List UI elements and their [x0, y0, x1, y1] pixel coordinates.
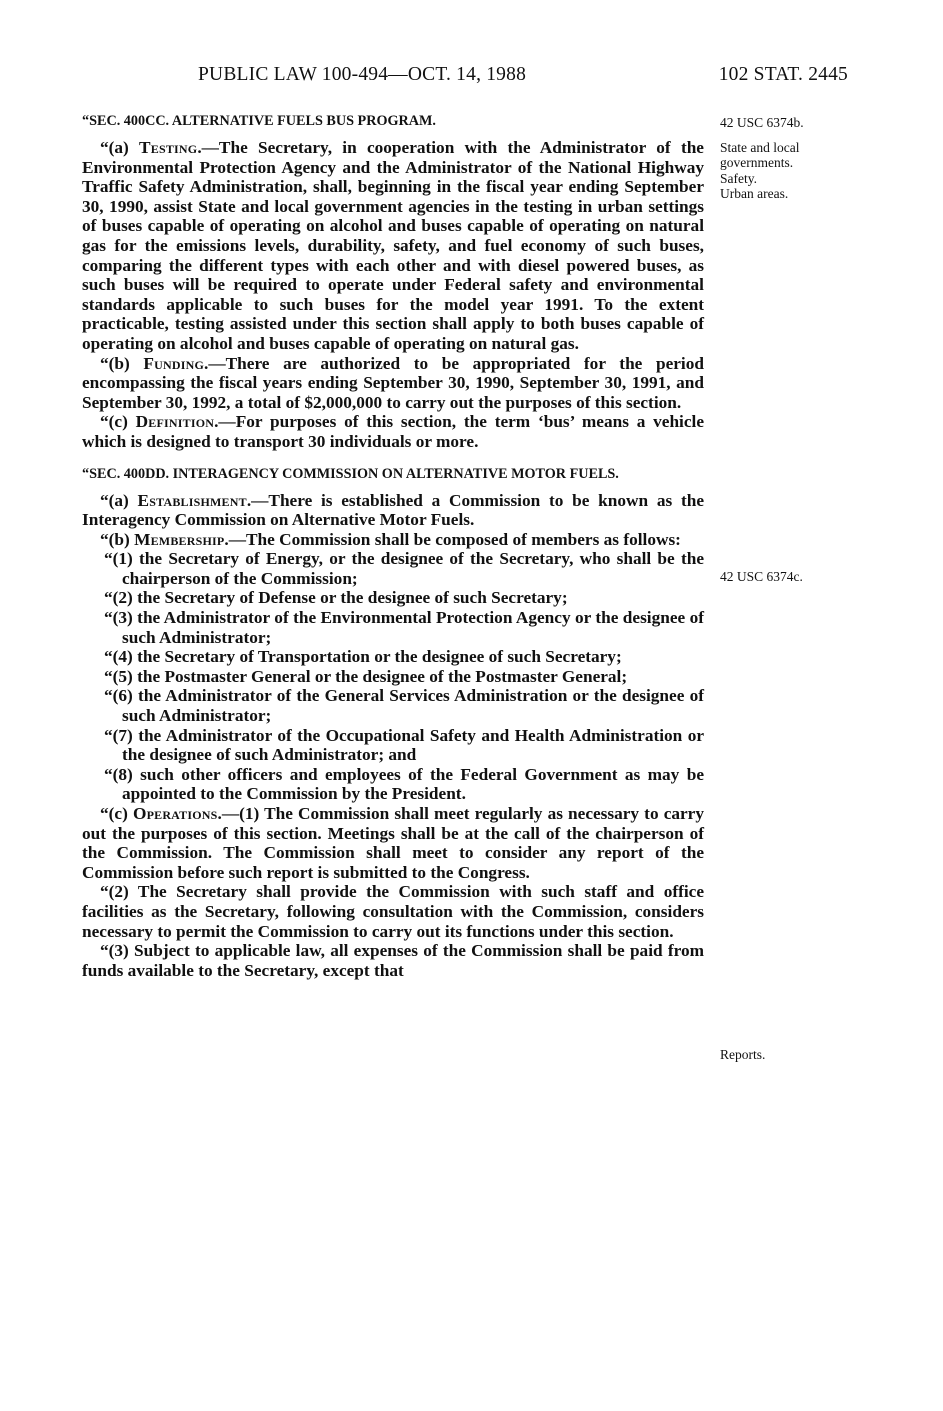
margin-note-usc-6374b: 42 USC 6374b.: [720, 115, 804, 130]
paragraph-funding: [82, 354, 704, 413]
paragraph-testing: [82, 138, 704, 354]
paragraph-label: Establishment: [137, 490, 247, 510]
paragraph-label: Operations: [132, 804, 218, 823]
section-400dd-heading: “SEC. 400DD. INTERAGENCY COMMISSION ON ALTERNATIVE MOTOR FUELS.: [82, 465, 619, 482]
member-item: “(5) the Postmaster General or the designee of the Postmaster General;: [104, 666, 628, 686]
member-item: “(4) the Secretary of Transportation or the designee of such Secretary;: [104, 647, 622, 667]
paragraph-label: Membership: [134, 529, 225, 549]
member-item: “(7) the Administrator of the Occupational Safety and Health Administration or the designee of such Administrator; and: [104, 725, 704, 765]
section-400cc-heading: “SEC. 400CC. ALTERNATIVE FUELS BUS PROGRAM.: [82, 113, 436, 129]
running-head: [82, 64, 848, 90]
member-item: “(1) the Secretary of Energy, or the designee of the Secretary, who shall be the chairperson of the Commission;: [104, 549, 704, 588]
margin-note-state-local: State and local governments.: [720, 140, 800, 170]
paragraph-number: “(b): [100, 353, 144, 373]
paragraph-operations: [82, 804, 704, 882]
paragraph-text: .—The Commission shall be composed of members as follows:: [224, 529, 681, 549]
margin-note-usc-6374c: 42 USC 6374c.: [720, 569, 803, 584]
page-header-stat: 102 STAT. 2445: [718, 64, 848, 85]
margin-note-urban-areas: Urban areas.: [720, 186, 789, 201]
paragraph-number: “(b): [100, 529, 135, 549]
paragraph-number: “(a): [100, 490, 138, 510]
paragraph-operations-3: “(3) Subject to applicable law, all expenses of the Commission shall be paid from funds available to the Secretary, except that: [82, 941, 704, 980]
member-item: “(2) the Secretary of Defense or the designee of such Secretary;: [104, 588, 568, 608]
member-item: “(3) the Administrator of the Environmental Protection Agency or the designee of such Administrator;: [104, 608, 704, 647]
paragraph-definition: [82, 412, 704, 451]
margin-note-reports: Reports.: [720, 1047, 766, 1062]
paragraph-membership: [82, 530, 704, 550]
paragraph-text: .—For purposes of this section, the term ‘bus’ means a vehicle which is designed to transport 30 individuals or more.: [82, 412, 704, 451]
paragraph-text: .—The Secretary, in cooperation with the Administrator of the Environmental Protection Agency and the Administrator of the National Highway Traffic Safety Administration, shall, beginning in the fiscal year ending September 30, 1990, assist State and local government agencies in the testing in urban settings of buses capable of operating on alcohol and buses capable of operating on natural gas for the emissions levels, durability, safety, and fuel economy of such buses, comparing the different types with each other and with diesel powered buses, as such buses will be required to operate under Federal safety and environmental standards applicable to such buses for the model year 1991. To the extent practicable, testing assisted under this section shall apply to both buses capable of operating on alcohol and buses capable of operating on natural gas.: [82, 138, 704, 353]
margin-note-safety: Safety.: [720, 171, 757, 186]
paragraph-label: Testing: [139, 138, 198, 157]
page-header-title: PUBLIC LAW 100-494—OCT. 14, 1988: [198, 64, 527, 85]
paragraph-text: .—(1) The Commission shall meet regularly as necessary to carry out the purposes of this section. Meetings shall be at the call of the chairperson of the Commission. The Commission shall meet to consider any report of the Commission before such report is submitted to the Congress.: [82, 804, 704, 882]
member-item: “(6) the Administrator of the General Services Administration or the designee of such Administrator;: [104, 686, 704, 726]
paragraph-text: .—There is established a Commission to be known as the Interagency Commission on Alternative Motor Fuels.: [82, 490, 704, 530]
paragraph-operations-2: “(2) The Secretary shall provide the Commission with such staff and office facilities as the Secretary, following consultation with the Commission, considers necessary to permit the Commission to carry out its functions under this section.: [82, 882, 704, 941]
paragraph-label: Definition: [135, 412, 215, 432]
paragraph-number: “(a): [100, 138, 140, 157]
paragraph-label: Funding: [143, 353, 205, 373]
member-item: “(8) such other officers and employees of the Federal Government as may be appointed to the Commission by the President.: [104, 764, 704, 804]
paragraph-text: .—There are authorized to be appropriated for the period encompassing the fiscal years ending September 30, 1990, September 30, 1991, and September 30, 1992, a total of $2,000,000 to carry out the purposes of this section.: [82, 353, 704, 412]
paragraph-number: “(c): [100, 412, 136, 432]
paragraph-number: “(c): [100, 804, 133, 823]
document-body: [82, 112, 704, 980]
paragraph-establishment: [82, 491, 704, 530]
